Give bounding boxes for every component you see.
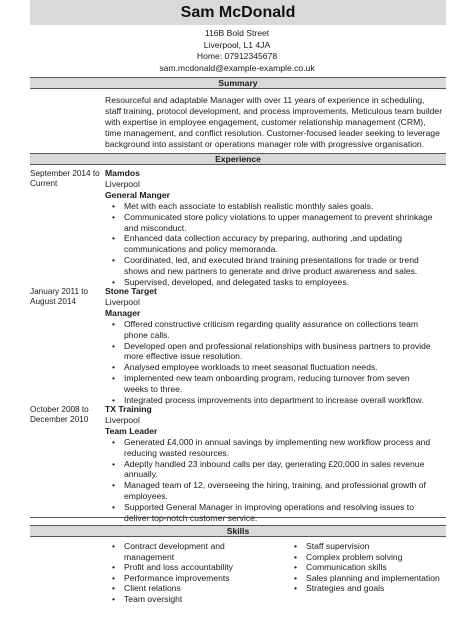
- job-duty: • Offered constructive criticism regarding quality assurance on collections team phone calls.: [105, 319, 445, 341]
- skill-item: • Staff supervision: [287, 541, 447, 552]
- job-location: Liverpool: [105, 414, 140, 425]
- job-employer: TX Training: [105, 404, 152, 414]
- summary-line: with expertise in employee engagement, customer relationship management (CRM),: [105, 116, 426, 127]
- job-location: Liverpool: [105, 296, 140, 307]
- job-duty: • Managed team of 12, overseeing the hiring, training, and professional growth of employees.: [105, 480, 445, 502]
- summary-line: Resourceful and adaptable Manager with over 11 years of experience in scheduling,: [105, 95, 425, 105]
- job-duty: • Met with each associate to establish realistic monthly sales goals.: [105, 201, 445, 212]
- skills-heading: Skills: [30, 525, 446, 537]
- skills-list-right: [287, 541, 447, 594]
- summary-line: time management, and conflict resolution. Customer-focused leader seeking to leverage: [105, 127, 440, 138]
- summary-heading: Summary: [30, 77, 446, 89]
- job-date: [30, 287, 105, 308]
- summary-text: [105, 95, 445, 150]
- job-duty: • Adeptly handled 23 inbound calls per day, generating £20,000 in sales revenue annually.: [105, 459, 445, 481]
- address-street: 116B Bold Street: [204, 28, 270, 38]
- job-duty: • Coordinated, led, and executed brand training presentations for trade or trend shows and new partners to generate and drive product awareness and sales.: [105, 255, 445, 277]
- skill-item: • Complex problem solving: [287, 552, 447, 563]
- phone-number: Home: 07912345678: [196, 51, 278, 61]
- skill-item: • Sales planning and implementation: [287, 573, 447, 584]
- job-date-end: Current: [30, 179, 58, 189]
- job-duty: • Communicated store policy violations to upper management to prevent shrinkage and misconduct.: [105, 212, 445, 234]
- skill-item: • Communication skills: [287, 562, 447, 573]
- summary-line: staff training, protocol development, and process improvements. Meticulous team builder: [105, 105, 443, 116]
- job-employer: Mamdos: [105, 168, 140, 178]
- skill-item: • Team oversight: [105, 594, 265, 605]
- experience-heading: Experience: [30, 153, 446, 165]
- job-duty: • Developed open and professional relationships with business partners to provide more effective issue resolution.: [105, 341, 445, 363]
- job-date-start: October 2008 to: [30, 405, 89, 414]
- job-date: [30, 169, 105, 190]
- job-entry: [105, 286, 445, 406]
- email-address[interactable]: sam.mcdonald@example-example.co.uk: [159, 62, 315, 73]
- job-duties: [105, 319, 445, 406]
- job-duty: • Enhanced data collection accuracy by preparing, authoring ,and updating communications and policy memoranda.: [105, 233, 445, 255]
- skills-list-left: [105, 541, 265, 604]
- job-duty: • Supported General Manager in improving operations and resolving issues to deliver top-notch customer service.: [105, 502, 445, 524]
- job-duty: • Supervised, developed, and delegated tasks to employees.: [105, 277, 445, 288]
- job-title: Manager: [105, 307, 141, 318]
- section-divider: [30, 517, 446, 518]
- job-entry: [105, 168, 445, 288]
- skill-item: • Contract development and management: [105, 541, 265, 562]
- job-duties: [105, 437, 445, 524]
- job-duty: • Analysed employee workloads to meet seasonal fluctuation needs.: [105, 362, 445, 373]
- job-duties: [105, 201, 445, 288]
- skill-item: • Client relations: [105, 583, 265, 594]
- address-city: Liverpool, L1 4JA: [203, 39, 271, 50]
- job-title: General Manger: [105, 189, 170, 200]
- job-title: Team Leader: [105, 425, 158, 436]
- skill-item: • Strategies and goals: [287, 583, 447, 594]
- job-duty: • Generated £4,000 in annual savings by implementing new workflow process and reducing wasted resources.: [105, 437, 445, 459]
- job-date: [30, 405, 105, 426]
- skill-item: • Performance improvements: [105, 573, 265, 584]
- job-entry: [105, 404, 445, 524]
- job-date-end: August 2014: [30, 297, 76, 307]
- job-date-start: September 2014 to: [30, 169, 100, 178]
- job-date-start: January 2011 to: [30, 287, 89, 296]
- resume-name: Sam McDonald: [30, 0, 446, 25]
- skill-item: • Profit and loss accountability: [105, 562, 265, 573]
- summary-line: background into assistant or operations manager role with progressive organisation.: [105, 138, 425, 149]
- job-duty: • Implemented new team onboarding program, reducing turnover from seven weeks to three.: [105, 373, 445, 395]
- job-location: Liverpool: [105, 178, 140, 189]
- job-date-end: December 2010: [30, 415, 89, 425]
- job-duty: • Integrated process improvements into department to increase overall workflow.: [105, 395, 445, 406]
- job-employer: Stone Target: [105, 286, 157, 296]
